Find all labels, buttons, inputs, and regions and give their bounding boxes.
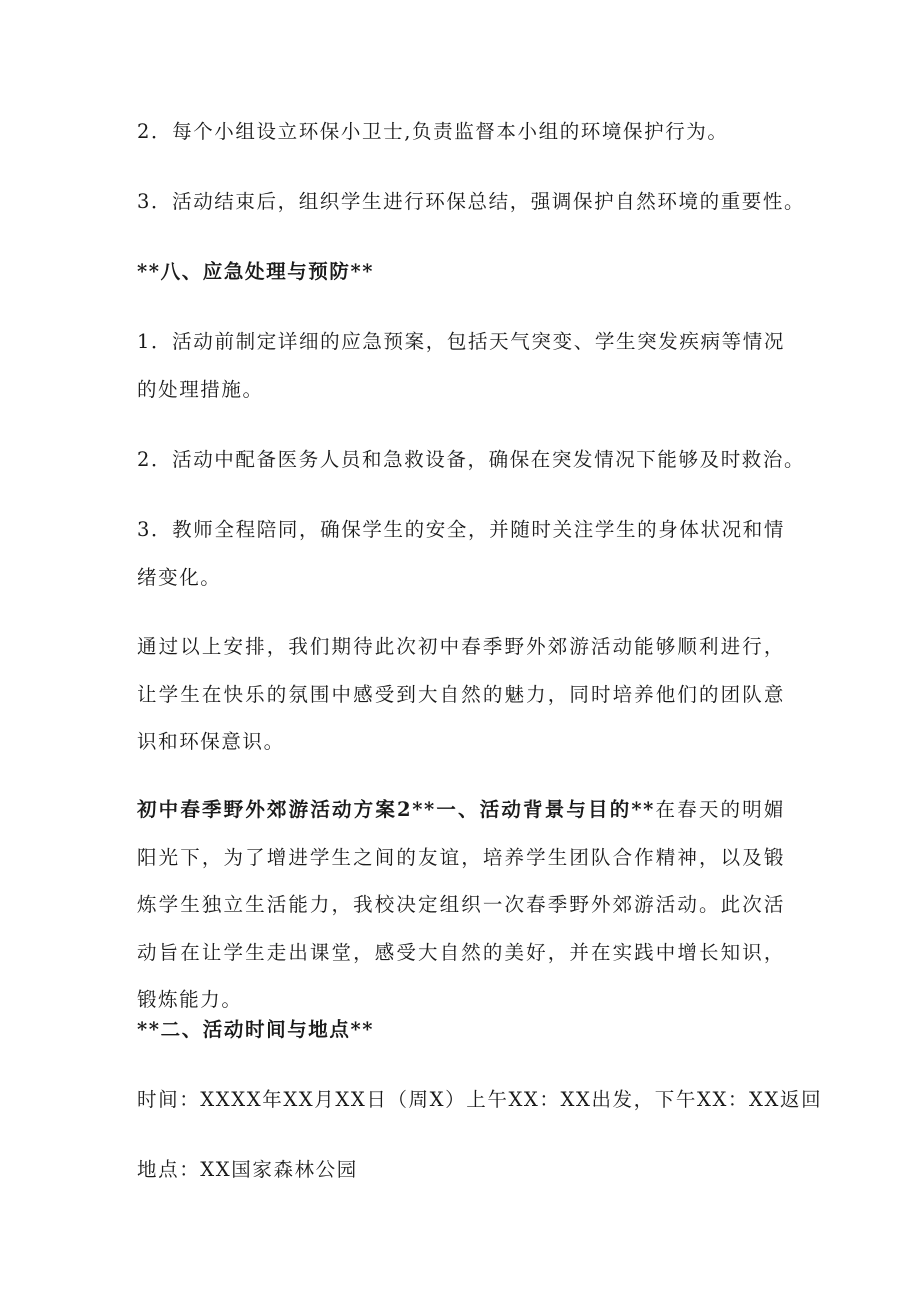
list-item: 3．教师全程陪同，确保学生的安全，并随时关注学生的身体状况和情绪变化。 (137, 518, 785, 589)
list-item: 3．活动结束后，组织学生进行环保总结，强调保护自然环境的重要性。 (137, 190, 806, 213)
list-item: 1．活动前制定详细的应急预案，包括天气突变、学生突发疾病等情况的处理措施。 (137, 330, 785, 401)
plan2-intro-paragraph (137, 786, 785, 1024)
plan2-intro-text: 在春天的明媚阳光下，为了增进学生之间的友谊，培养学生团队合作精神，以及锻炼学生独立生活能力，我校决定组织一次春季野外郊游活动。此次活动旨在让学生走出课堂，感受大自然的美好，并在实践中增长知识，锻炼能力。 (137, 798, 785, 1011)
plan2-title: 初中春季野外郊游活动方案2**一、活动背景与目的** (137, 798, 655, 821)
conclusion-paragraph: 通过以上安排，我们期待此次初中春季野外郊游活动能够顺利进行，让学生在快乐的氛围中感受到大自然的魅力，同时培养他们的团队意识和环保意识。 (137, 635, 785, 753)
place-line: 地点：XX国家森林公园 (137, 1158, 358, 1181)
section-heading: **二、活动时间与地点** (137, 1018, 375, 1041)
list-item: 2．活动中配备医务人员和急救设备，确保在突发情况下能够及时救治。 (137, 448, 806, 471)
list-item: 2．每个小组设立环保小卫士,负责监督本小组的环境保护行为。 (137, 120, 729, 143)
section-heading: **八、应急处理与预防** (137, 260, 375, 283)
time-line: 时间：XXXX年XX月XX日（周X）上午XX：XX出发，下午XX：XX返回 (137, 1088, 823, 1111)
